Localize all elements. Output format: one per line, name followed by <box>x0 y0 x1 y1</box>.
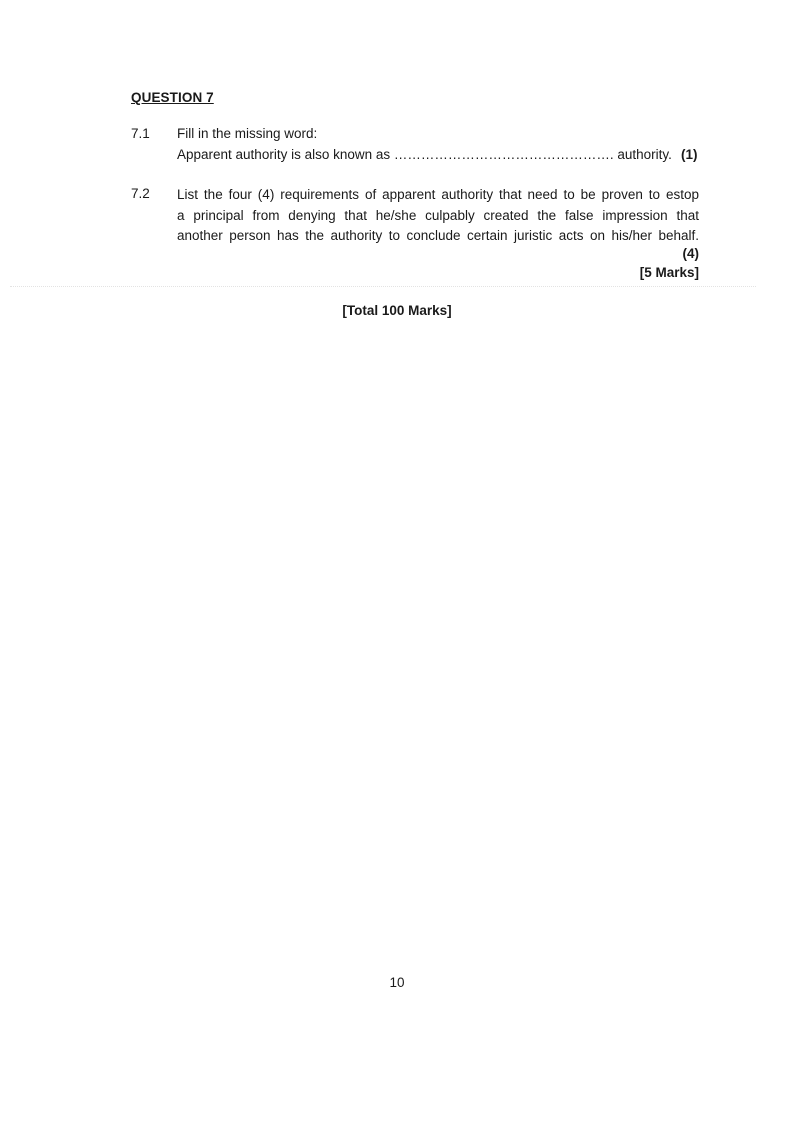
exam-total-marks: [Total 100 Marks] <box>342 303 452 318</box>
item-7-1-statement: Apparent authority is also known as …………………………………………. authority. <box>177 147 672 162</box>
question-subtotal: [5 Marks] <box>639 265 699 280</box>
item-7-2-mark: (4) <box>682 246 699 261</box>
item-number-7-1: 7.1 <box>131 126 150 141</box>
item-number-7-2: 7.2 <box>131 186 150 201</box>
faint-divider <box>10 286 756 287</box>
question-title: QUESTION 7 <box>131 90 214 105</box>
item-7-2-line-2: a principal from denying that he/she culpably created the false impression that <box>177 208 699 223</box>
page-number: 10 <box>389 975 405 990</box>
item-7-1-instruction: Fill in the missing word: <box>177 126 318 141</box>
item-7-1-mark: (1) <box>681 147 698 162</box>
item-7-2-line-3: another person has the authority to conclude certain juristic acts on his/her behalf. <box>177 228 699 243</box>
item-7-2-line-1: List the four (4) requirements of apparent authority that need to be proven to estop <box>177 187 699 202</box>
